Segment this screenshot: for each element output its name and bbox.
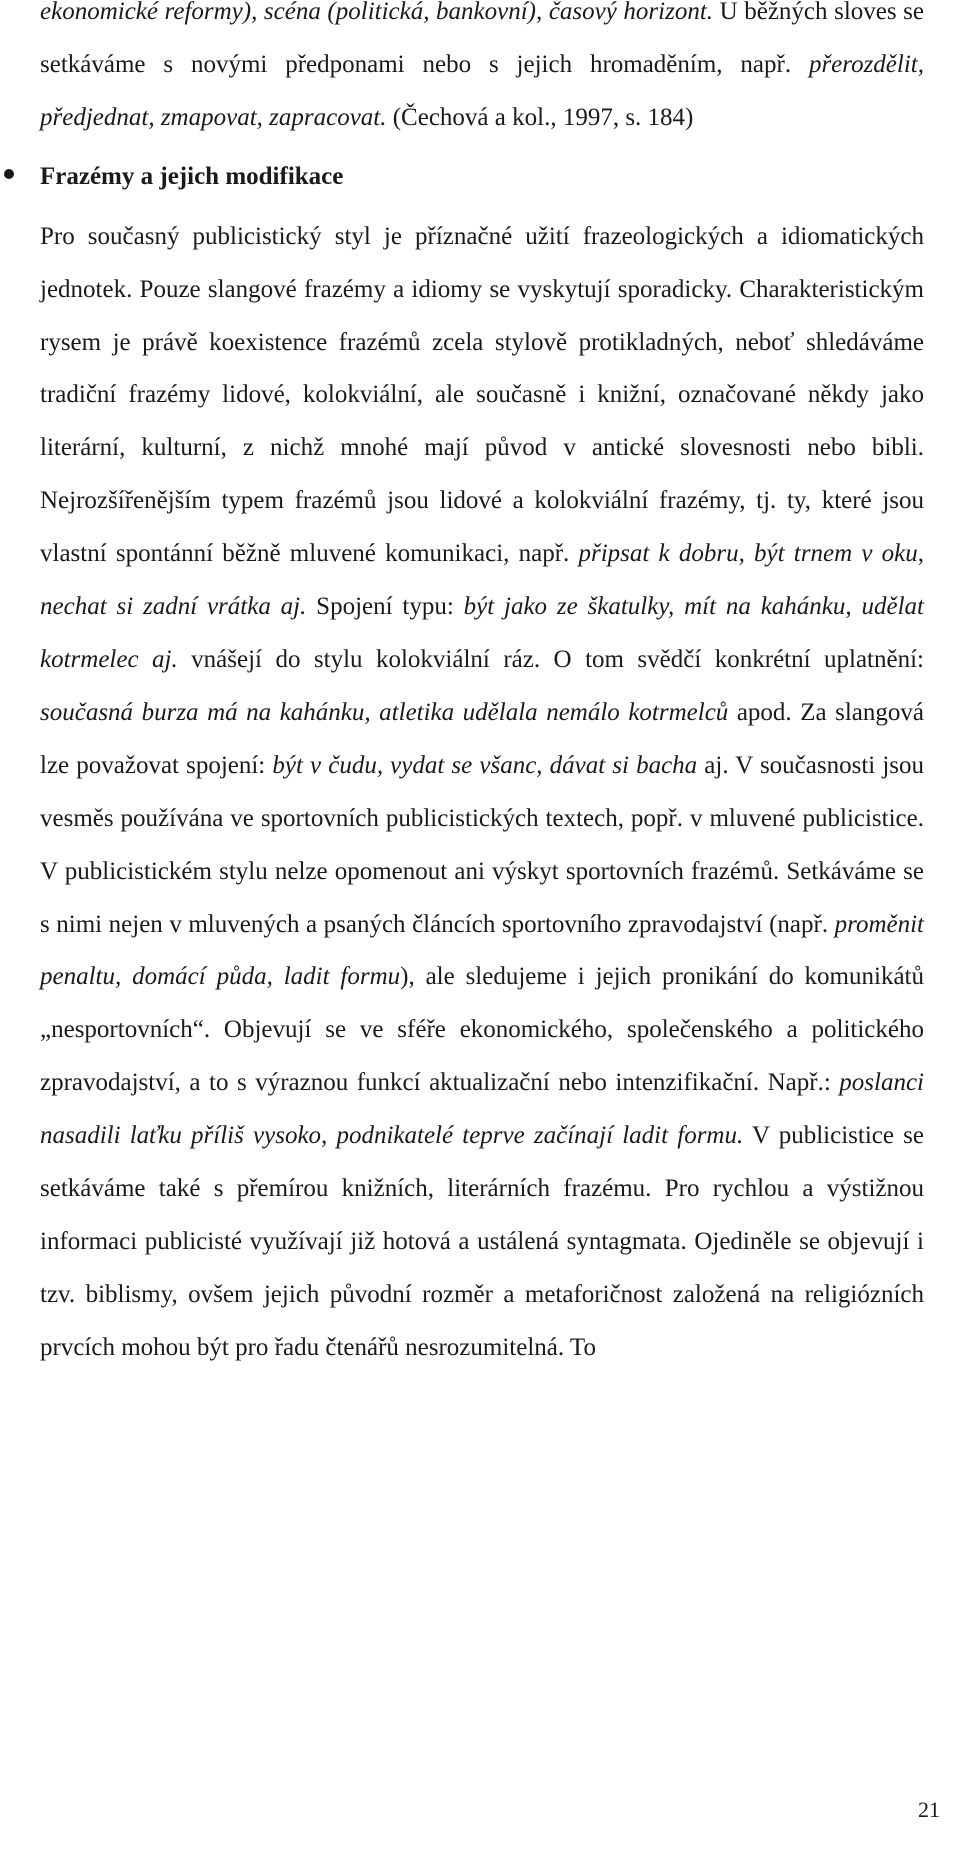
intro-paragraph <box>40 0 924 145</box>
body-italic-1: připsat k dobru, být trnem v oku, nechat si zadní vrátka aj. <box>40 540 925 621</box>
body-text-1: Pro současný publicistický styl je příznačné užití frazeologických a idiomatických jednotek. Pouze slangové frazémy a idiomy se vyskytují sporadicky. Charakteristickým rysem je právě koexistence frazémů zcela stylově protikladných, neboť shledáváme tradiční frazémy lidové, kolokviální, ale současně i knižní, označované někdy jako literární, kulturní, z nichž mnohé mají původ v antické slovesnosti nebo bibli. Nejrozšířenějším typem frazémů jsou lidové a kolokviální frazémy, tj. ty, které jsou vlastní spontánní běžně mluvené komunikaci, např. <box>40 222 924 568</box>
body-text-3: vnášejí do stylu kolokviální ráz. O tom svědčí konkrétní uplatnění: <box>177 645 924 673</box>
intro-italic-1: ekonomické reformy), scéna (politická, bankovní), časový horizont. <box>40 0 714 25</box>
section-heading: Frazémy a jejich modifikace <box>40 162 344 190</box>
body-paragraph <box>40 211 924 1375</box>
body-italic-2: být jako ze škatulky, mít na kahánku, udělat kotrmelec aj. <box>40 593 924 673</box>
body-text-6: ), ale sledujeme i jejich pronikání do komunikátů „nesportovních“. Objevují se ve sféře ekonomického, společenského a politického zpravodajství, a to s výraznou funkcí aktualizační nebo intenzifikační. Např.: <box>40 963 924 1097</box>
body-italic-6: poslanci nasadili laťku příliš vysoko, podnikatelé teprve začínají ladit formu. <box>40 1069 924 1150</box>
intro-italic-2: přerozdělit, předjednat, zmapovat, zapracovat. <box>40 50 924 131</box>
intro-citation: (Čechová a kol., 1997, s. 184) <box>386 103 694 131</box>
body-italic-4: být v čudu, vydat se všanc, dávat si bacha <box>272 751 698 779</box>
body-text-4: apod. Za slangová lze považovat spojení: <box>40 698 924 779</box>
bullet-icon <box>4 169 14 179</box>
section-heading-row <box>40 149 924 205</box>
page-number: 21 <box>918 1797 940 1822</box>
body-text-2: Spojení typu: <box>306 593 464 621</box>
intro-text-1: U běžných sloves se setkáváme s novými předponami nebo s jejich hromaděním, např. <box>40 0 924 78</box>
body-italic-5: proměnit penaltu, domácí půda, ladit formu <box>40 910 924 991</box>
body-text-5: aj. V současnosti jsou vesměs používána ve sportovních publicistických textech, popř. v mluvené publicistice. V publicistickém stylu nelze opomenout ani výskyt sportovních frazémů. Setkáváme se s nimi nejen v mluvených a psaných článcích sportovního zpravodajství (např. <box>40 751 925 938</box>
document-page <box>40 0 924 1375</box>
body-italic-3: současná burza má na kahánku, atletika udělala nemálo kotrmelců <box>40 698 729 726</box>
body-text-7: V publicistice se setkáváme také s přemírou knižních, literárních frazému. Pro rychlou a výstižnou informaci publicisté využívají již hotová a ustálená syntagmata. Ojediněle se objevují i tzv. biblismy, ovšem jejich původní rozměr a metaforičnost založená na religiózních prvcích mohou být pro řadu čtenářů nesrozumitelná. To <box>40 1122 924 1361</box>
